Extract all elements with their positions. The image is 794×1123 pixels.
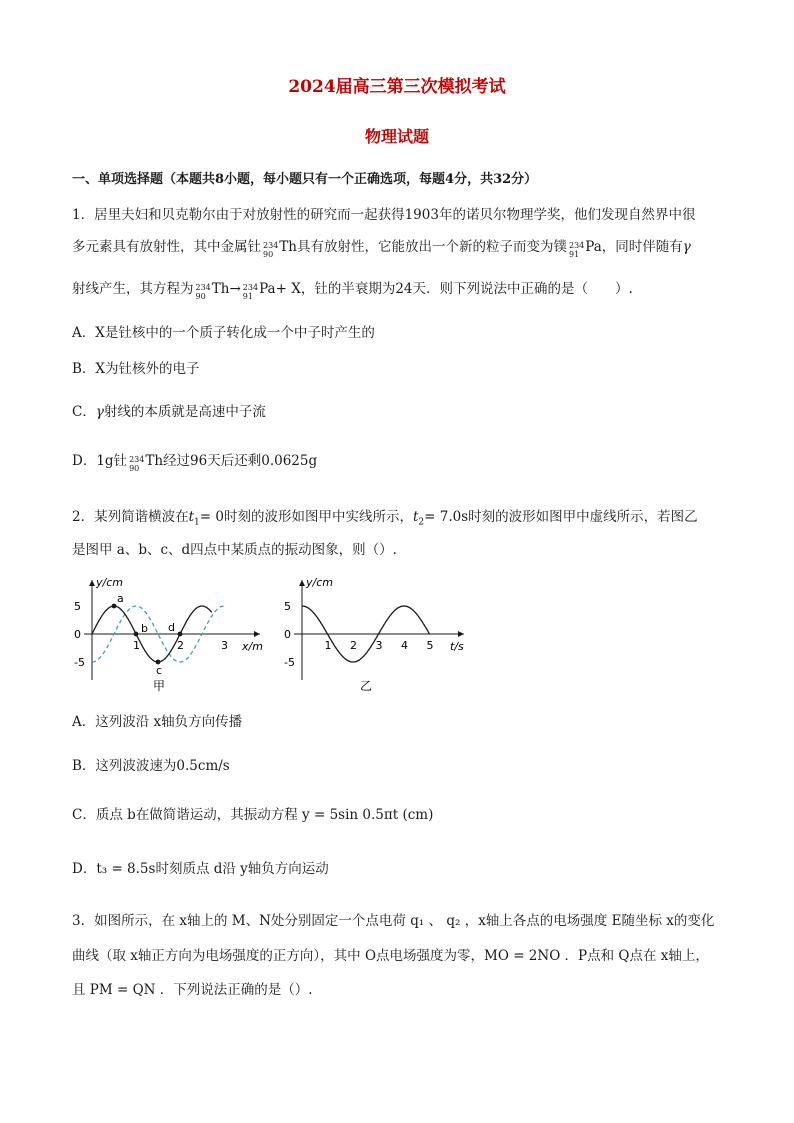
q1-text-2a: 多元素具有放射性，其中金属钍 bbox=[72, 239, 261, 255]
t-axis-label: t/s bbox=[450, 640, 464, 653]
isotope-th: 234 90 bbox=[263, 241, 279, 259]
option-c-text: 射线的本质就是高速中子流 bbox=[103, 404, 266, 420]
t1-value: = 0 bbox=[199, 509, 224, 525]
q1-text-2c: ，同时伴随有 bbox=[601, 239, 683, 255]
page-subtitle: 物理试题 bbox=[364, 127, 429, 146]
option-d-prefix: D．1g钍 bbox=[72, 453, 128, 469]
q2-option-b[interactable]: B．这列波波速为0.5cm/s bbox=[72, 758, 230, 774]
q1-text-3b: ，钍的半衰期为24天．则下列说法中正确的是（ ）. bbox=[300, 281, 633, 297]
q1-option-b[interactable]: B．X为钍核外的电子 bbox=[72, 361, 200, 377]
q2-option-a[interactable]: A．这列波沿 x轴负方向传播 bbox=[72, 714, 243, 730]
page-title: 2024届高三第三次模拟考试 bbox=[288, 77, 506, 97]
figure-jia-caption: 甲 bbox=[153, 679, 166, 693]
y-tick-label: 0 bbox=[74, 628, 81, 641]
option-c-prefix: C． bbox=[72, 404, 96, 420]
t-tick-label: 5 bbox=[426, 639, 434, 652]
option-d-isotope: 234 90 bbox=[129, 455, 145, 473]
q1-line-1: 1．居里夫妇和贝克勒尔由于对放射性的研究而一起获得1903年的诺贝尔物理学奖，他们发现自然界中很 bbox=[72, 207, 696, 223]
equation-pa: Pa bbox=[259, 281, 276, 297]
point-b-marker bbox=[134, 632, 139, 637]
y-axis-label: y/cm bbox=[96, 576, 123, 589]
section-heading: 一、单项选择题（本题共8小题，每小题只有一个正确选项，每题4分，共32分） bbox=[72, 172, 538, 187]
th-symbol: Th bbox=[279, 239, 297, 255]
t1-subscript: 1 bbox=[194, 517, 200, 528]
x-tick-label: 2 bbox=[177, 639, 184, 652]
figure-yi-caption: 乙 bbox=[360, 679, 373, 693]
equation-arrow: → bbox=[229, 281, 241, 297]
point-d-marker bbox=[178, 632, 183, 637]
t2-symbol: t bbox=[412, 509, 419, 525]
t-tick-label: 1 bbox=[324, 639, 332, 652]
point-d-label: d bbox=[168, 621, 175, 634]
t-tick-label: 2 bbox=[350, 639, 357, 652]
q2-line-2: 是图甲 a、b、c、d四点中某质点的振动图象，则（）. bbox=[72, 542, 397, 558]
q2-option-c[interactable]: C．质点 b在做简谐运动，其振动方程 y = 5sin 0.5πt (cm) bbox=[72, 807, 434, 823]
t2-value: = 7.0s bbox=[424, 509, 469, 525]
q1-line-3 bbox=[72, 280, 633, 301]
x-axis-label: x/m bbox=[242, 640, 263, 653]
isotope-pa: 234 91 bbox=[568, 241, 585, 259]
option-d-text: 经过96天后还剩0.0625g bbox=[163, 453, 318, 469]
y-tick-label: -5 bbox=[74, 656, 85, 669]
pa-symbol: Pa bbox=[585, 239, 602, 255]
equation-isotope-pa: 234 91 bbox=[242, 283, 259, 301]
q1-text-2b: 具有放射性，它能放出一个新的粒子而变为镤 bbox=[296, 239, 567, 255]
q1-text-3a: 射线产生，其方程为 bbox=[72, 281, 194, 297]
gamma-symbol: γ bbox=[95, 404, 104, 420]
figure-yi bbox=[284, 572, 469, 697]
point-b-label: b bbox=[141, 622, 148, 635]
gamma-symbol: γ bbox=[682, 239, 691, 255]
t1-symbol: t bbox=[188, 509, 195, 525]
q1-option-d[interactable] bbox=[72, 452, 317, 473]
x-tick-label: 3 bbox=[221, 639, 228, 652]
q1-option-a[interactable]: A．X是钍核中的一个质子转化成一个中子时产生的 bbox=[72, 325, 375, 341]
point-a-label: a bbox=[117, 592, 124, 605]
y-tick-label: 5 bbox=[74, 600, 81, 613]
q2-text-1c: 时刻的波形如图甲中虚线所示，若图乙 bbox=[468, 509, 698, 525]
point-c-label: c bbox=[156, 664, 163, 677]
t-tick-label: 4 bbox=[401, 639, 408, 652]
q3-line-2: 曲线（取 x轴正方向为电场强度的正方向），其中 O点电场强度为零，MO = 2NO ．P点和 Q点在 x轴上， bbox=[72, 948, 709, 964]
q3-line-3: 且 PM = QN ．下列说法正确的是（）. bbox=[72, 982, 313, 998]
equation-isotope-th: 234 90 bbox=[195, 283, 211, 301]
x-tick-label: 1 bbox=[133, 639, 140, 652]
q2-text-1a: 2．某列简谐横波在 bbox=[72, 509, 189, 525]
q2-text-1b: 时刻的波形如图甲中实线所示， bbox=[223, 509, 413, 525]
equation-x: + X bbox=[275, 281, 301, 297]
equation-th: Th bbox=[211, 281, 230, 297]
point-a-marker bbox=[112, 604, 117, 609]
figure-jia bbox=[70, 572, 270, 697]
option-d-th: Th bbox=[145, 453, 164, 469]
t2-subscript: 2 bbox=[418, 517, 425, 528]
q2-option-d[interactable]: D．t₃ = 8.5s时刻质点 d沿 y轴负方向运动 bbox=[72, 861, 329, 877]
y-tick-label: 0 bbox=[284, 628, 291, 641]
q1-option-c[interactable] bbox=[72, 403, 266, 421]
y-tick-label: 5 bbox=[284, 600, 291, 613]
t-tick-label: 3 bbox=[375, 639, 383, 652]
q3-line-1: 3．如图所示，在 x轴上的 M、N处分别固定一个点电荷 q₁ 、 q₂ ，x轴上各点的电场强度 E随坐标 x的变化 bbox=[72, 913, 715, 929]
q1-line-2 bbox=[72, 238, 691, 259]
q2-line-1 bbox=[72, 508, 698, 532]
y-axis-label: y/cm bbox=[306, 576, 333, 589]
y-tick-label: -5 bbox=[284, 656, 295, 669]
